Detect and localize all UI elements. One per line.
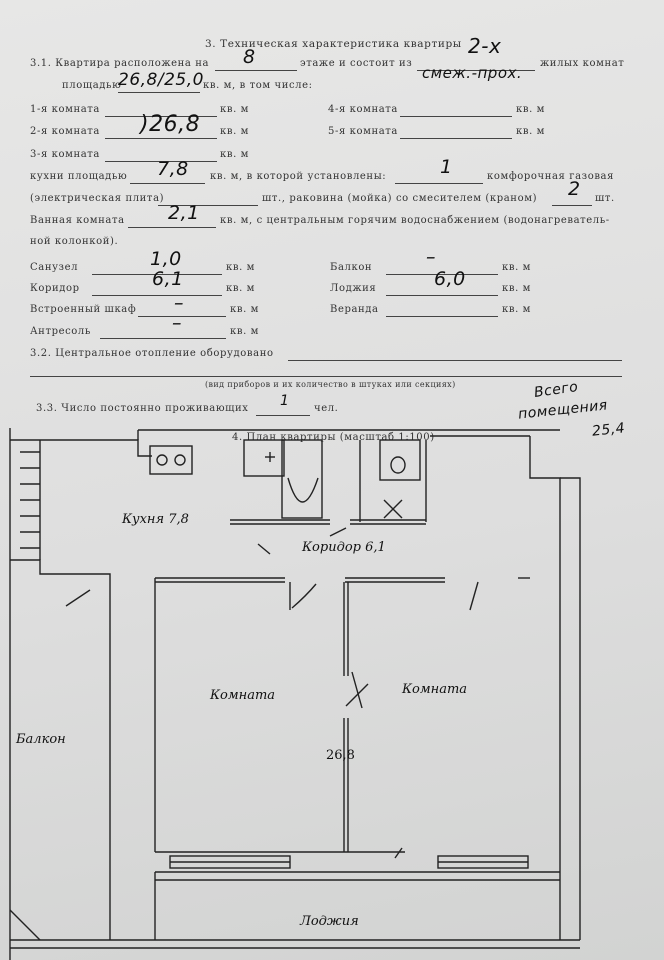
room2-unit: кв. м <box>220 126 250 137</box>
plan-corridor-label: Коридор 6,1 <box>302 540 386 555</box>
side-note-line2: помещения <box>517 397 609 423</box>
balcony-unit: кв. м <box>502 262 532 273</box>
toilet-label: Санузел <box>30 262 79 273</box>
corridor-value: 6,1 <box>152 268 184 290</box>
room2-label: 2-я комната <box>30 126 100 137</box>
room4-label: 4-я комната <box>328 104 398 115</box>
side-note-line3: 25,4 <box>591 420 626 440</box>
burners-value: 1 <box>440 156 453 178</box>
plan-kitchen-label: Кухня 7,8 <box>122 512 189 527</box>
side-note-line1: Всего <box>533 378 580 402</box>
loggia-label: Лоджия <box>330 283 377 294</box>
stove-label: комфорочная газовая <box>487 171 615 182</box>
room-type-value: смеж.-прох. <box>422 64 523 82</box>
room2-value: )26,8 <box>140 112 201 137</box>
bath-label: Ванная комната <box>30 215 125 226</box>
heating-caption: (вид приборов и их количество в штуках или секциях) <box>205 380 456 389</box>
residents-label: 3.3. Число постоянно проживающих <box>36 403 249 414</box>
closet-value: – <box>174 292 184 314</box>
toilet-value: 1,0 <box>150 248 182 270</box>
plan-room-right-label: Комната <box>402 682 468 697</box>
pcs-label: шт. <box>595 193 615 204</box>
area-value: 26,8/25,0 <box>118 70 204 90</box>
closet-label: Встроенный шкаф <box>30 304 137 315</box>
s31-prefix: 3.1. Квартира расположена на <box>30 58 210 69</box>
veranda-label: Веранда <box>330 304 379 315</box>
area-unit: кв. м, в том числе: <box>203 80 313 91</box>
room3-label: 3-я комната <box>30 149 100 160</box>
floor-value: 8 <box>243 46 256 68</box>
electric-label: (электрическая плита) <box>30 193 165 204</box>
sink-label: шт., раковина (мойка) со смесителем (краном) <box>262 193 538 204</box>
loggia-value: 6,0 <box>434 268 466 290</box>
bath-text2: ной колонкой). <box>30 236 119 247</box>
loggia-unit: кв. м <box>502 283 532 294</box>
mezzanine-label: Антресоль <box>30 326 91 337</box>
plan-loggia-label: Лоджия <box>300 914 359 929</box>
closet-unit: кв. м <box>230 304 260 315</box>
plan-title: 4. План квартиры (масштаб 1:100) <box>232 432 435 443</box>
balcony-label: Балкон <box>330 262 373 273</box>
room5-label: 5-я комната <box>328 126 398 137</box>
mezzanine-value: – <box>172 312 182 334</box>
heating-label: 3.2. Центральное отопление оборудовано <box>30 348 274 359</box>
veranda-unit: кв. м <box>502 304 532 315</box>
mezzanine-unit: кв. м <box>230 326 260 337</box>
kitchen-value: 7,8 <box>157 158 189 180</box>
room3-unit: кв. м <box>220 149 250 160</box>
residents-value: 1 <box>280 393 290 409</box>
kitchen-label: кухни площадью <box>30 171 128 182</box>
s31-suffix: жилых комнат <box>540 58 625 69</box>
section-heading: 3. Техническая характеристика квартиры <box>205 38 462 50</box>
room4-unit: кв. м <box>516 104 546 115</box>
room5-unit: кв. м <box>516 126 546 137</box>
plan-area-label: 26,8 <box>326 748 355 763</box>
balcony-value: – <box>426 246 436 268</box>
room1-label: 1-я комната <box>30 104 100 115</box>
plan-room-left-label: Комната <box>210 688 276 703</box>
area-label: площадью <box>62 80 122 91</box>
bath-value: 2,1 <box>168 202 200 224</box>
wall-right <box>530 436 560 940</box>
corridor-label: Коридор <box>30 283 80 294</box>
residents-unit: чел. <box>314 403 339 414</box>
bath-text: кв. м, с центральным горячим водоснабжением (водонагреватель- <box>220 215 610 226</box>
rooms-count-value: 2-х <box>468 34 502 58</box>
corridor-unit: кв. м <box>226 283 256 294</box>
wall-top-left <box>10 440 152 456</box>
toilet <box>380 440 420 480</box>
plan-balcony-label: Балкон <box>16 732 66 747</box>
room1-unit: кв. м <box>220 104 250 115</box>
toilet-unit: кв. м <box>226 262 256 273</box>
sink-count-value: 2 <box>568 178 581 200</box>
kitchen-unit: кв. м, в которой установлены: <box>210 171 387 182</box>
s31-mid: этаже и состоит из <box>300 58 413 69</box>
